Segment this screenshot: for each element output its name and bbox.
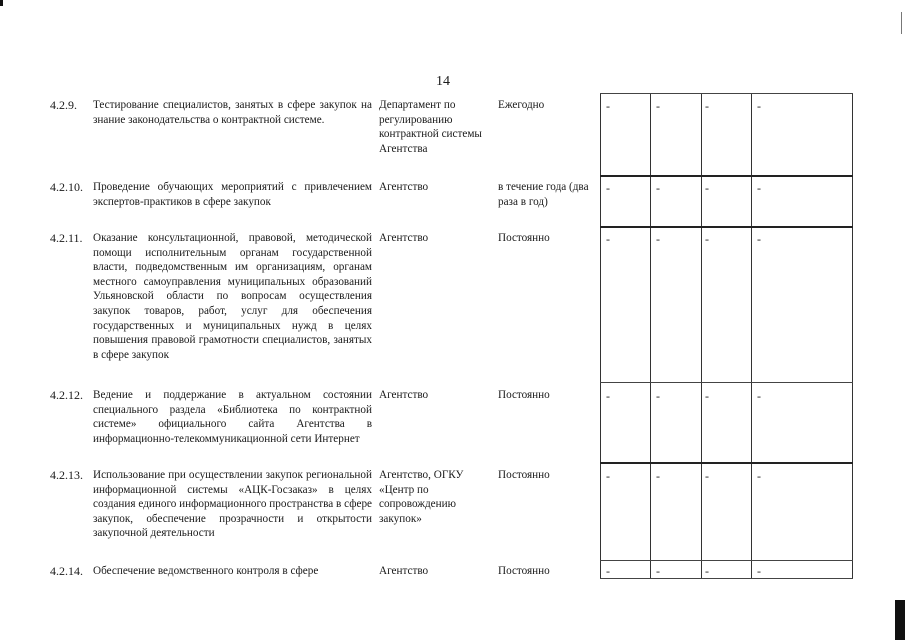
grid-vertical-line: [751, 93, 752, 579]
item-number: 4.2.13.: [50, 468, 83, 482]
cell-value: -: [757, 389, 761, 403]
item-description: Оказание консультационной, правовой, методической помощи исполнительным органам государственной власти, подведомственным им организациям, органам местного самоуправления муниципальных образований Ульяновской области по вопросам осуществления закупок товаров, работ, услуг для обеспечения государственных и муниципальных нужд в целях повышения правовой грамотности специалистов, занятых в сфере закупок: [93, 232, 372, 361]
item-description: Тестирование специалистов, занятых в сфере закупок на знание законодательства о контрактной системе.: [93, 99, 372, 126]
cell-value: -: [656, 181, 660, 195]
grid-horizontal-line: [600, 578, 853, 579]
grid-vertical-line: [852, 93, 853, 579]
item-description: Использование при осуществлении закупок региональной информационной системы «АЦК-Госзаказ» в целях создания единого информационного пространства в сфере закупок, обеспечение прозрачности и открытости закупочной деятельности: [93, 469, 372, 540]
item-number: 4.2.9.: [50, 98, 77, 112]
cell-value: -: [656, 469, 660, 483]
item-term: Постоянно: [498, 565, 550, 577]
item-description: Ведение и поддержание в актуальном состоянии специального раздела «Библиотека по контрактной системе» официального сайта Агентства в информационно-телекоммуникационной сети Интернет: [93, 389, 372, 445]
cell-value: -: [757, 99, 761, 113]
item-responsible: Агентство: [379, 565, 429, 577]
cell-value: -: [656, 389, 660, 403]
item-responsible: Агентство: [379, 232, 429, 244]
grid-vertical-line: [701, 93, 702, 579]
cell-value: -: [606, 181, 610, 195]
item-responsible: Департамент по регулированию контрактной системы Агентства: [379, 99, 482, 155]
cell-value: -: [606, 564, 610, 578]
cell-value: -: [705, 99, 709, 113]
grid-horizontal-line: [600, 175, 853, 177]
cell-value: -: [757, 469, 761, 483]
cell-value: -: [705, 469, 709, 483]
cell-value: -: [757, 232, 761, 246]
item-responsible: Агентство: [379, 181, 429, 193]
cell-value: -: [656, 99, 660, 113]
cell-value: -: [705, 181, 709, 195]
item-responsible: Агентство: [379, 389, 429, 401]
scan-edge-mark: [895, 600, 905, 640]
cell-value: -: [606, 99, 610, 113]
item-term: в течение года (два раза в год): [498, 181, 589, 208]
cell-value: -: [606, 232, 610, 246]
grid-horizontal-line: [600, 462, 853, 464]
item-term: Ежегодно: [498, 99, 545, 111]
item-term: Постоянно: [498, 232, 550, 244]
cell-value: -: [757, 564, 761, 578]
item-term: Постоянно: [498, 469, 550, 481]
grid-horizontal-line: [600, 560, 853, 561]
item-number: 4.2.12.: [50, 388, 83, 402]
cell-value: -: [705, 232, 709, 246]
item-term: Постоянно: [498, 389, 550, 401]
cell-value: -: [606, 389, 610, 403]
cell-value: -: [757, 181, 761, 195]
item-number: 4.2.14.: [50, 564, 83, 578]
grid-horizontal-line: [600, 93, 853, 94]
grid-vertical-line: [600, 93, 601, 579]
item-responsible: Агентство, ОГКУ «Центр по сопровождению закупок»: [379, 469, 464, 525]
scan-edge-mark: [901, 12, 902, 34]
grid-horizontal-line: [600, 226, 853, 228]
scan-edge-mark: [0, 0, 3, 6]
item-description: Обеспечение ведомственного контроля в сфере: [93, 565, 319, 577]
cell-value: -: [656, 564, 660, 578]
cell-value: -: [606, 469, 610, 483]
grid-horizontal-line: [600, 382, 853, 383]
table-grid: [600, 93, 853, 579]
page-number: 14: [436, 74, 450, 89]
cell-value: -: [705, 389, 709, 403]
grid-vertical-line: [650, 93, 651, 579]
item-description: Проведение обучающих мероприятий с привлечением экспертов-практиков в сфере закупок: [93, 181, 372, 208]
item-number: 4.2.11.: [50, 231, 83, 245]
cell-value: -: [705, 564, 709, 578]
item-number: 4.2.10.: [50, 180, 83, 194]
cell-value: -: [656, 232, 660, 246]
